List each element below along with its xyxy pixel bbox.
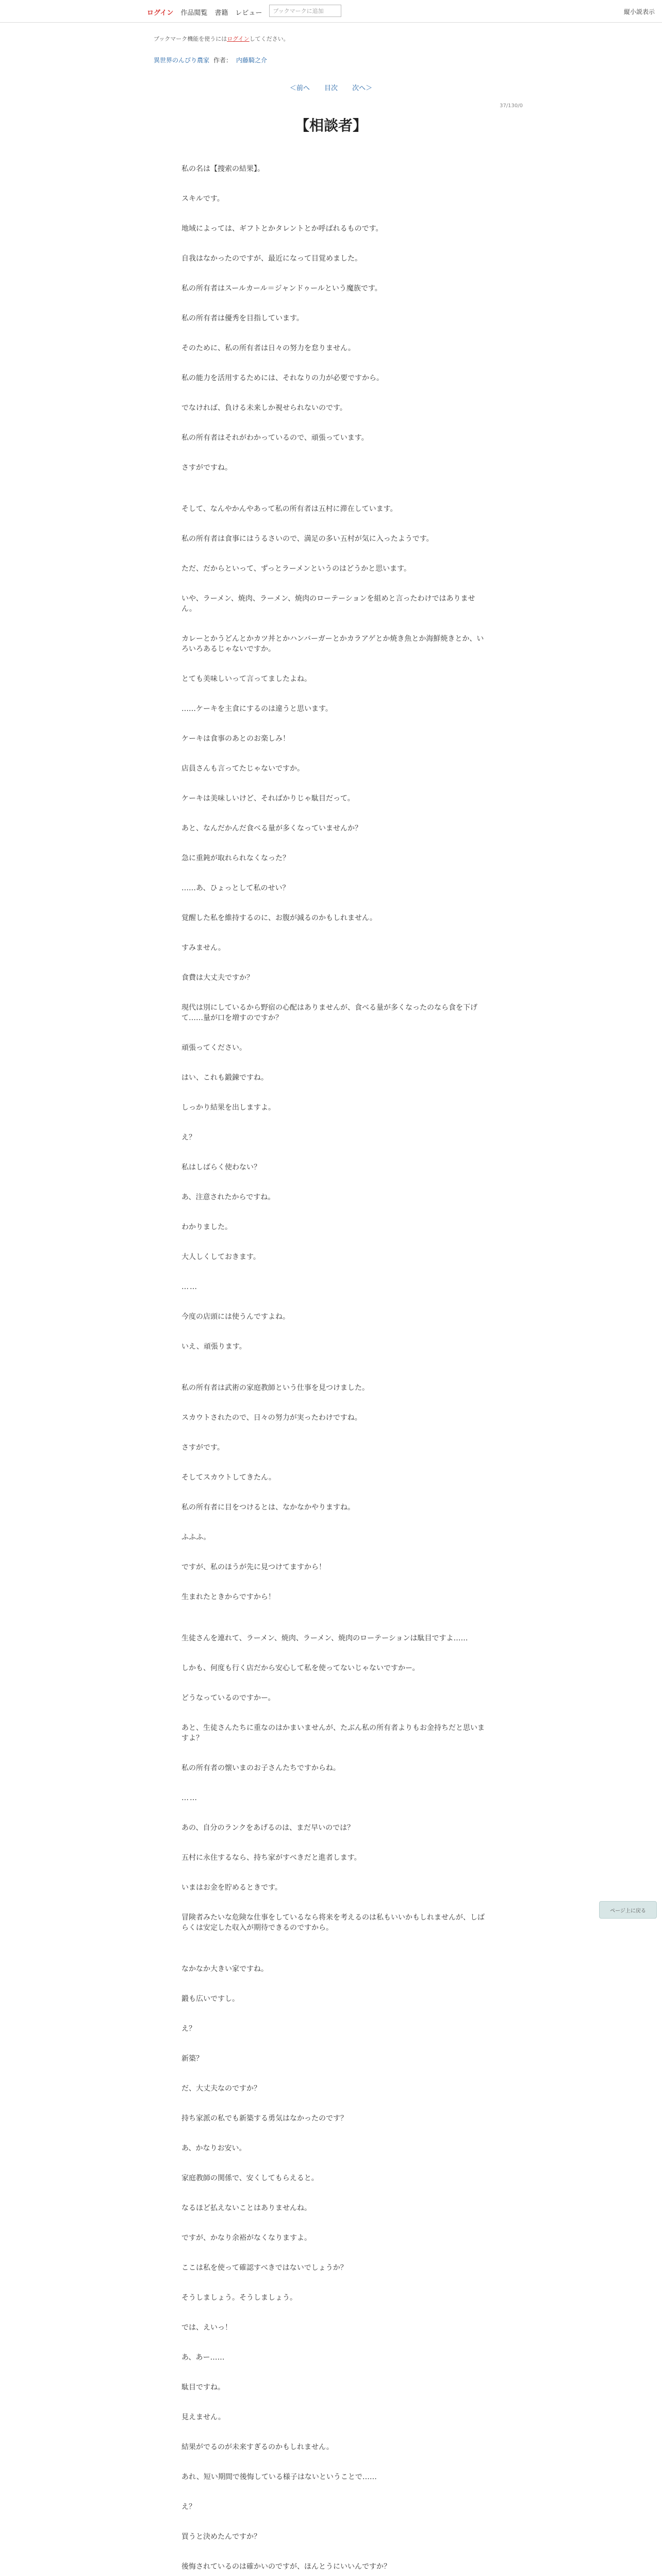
- work-title-link[interactable]: 異世界のんびり農家: [154, 57, 210, 64]
- novel-paragraph: さすがですね。: [181, 464, 232, 472]
- novel-paragraph: いや、ラーメン、焼肉、ラーメン、焼肉のローテーションを組めと言ったわけではありません。: [181, 595, 475, 613]
- prev-link[interactable]: ＜前へ: [289, 84, 310, 92]
- novel-paragraph: ……: [181, 1283, 198, 1291]
- novel-paragraph: 鍛も広いですし。: [181, 1995, 239, 2003]
- nav-item-works[interactable]: 作品閲覧: [180, 9, 208, 17]
- top-nav: [147, 7, 341, 17]
- novel-paragraph: あの、自分のランクをあげるのは、まだ早いのでは？: [181, 1824, 355, 1832]
- notice-suffix: してください。: [249, 36, 289, 42]
- novel-paragraph: 冒険者みたいな危険な仕事をしているなら将来を考えるのは私もいいかもしれませんが、しばらくは安定した収入が期待できるのですから。: [181, 1913, 485, 1932]
- novel-paragraph: 大人しくしておきます。: [181, 1253, 260, 1261]
- novel-paragraph: そのために、私の所有者は日々の努力を怠りません。: [181, 344, 355, 352]
- novel-paragraph: しっかり結果を出しますよ。: [181, 1104, 275, 1112]
- novel-paragraph: いえ、頑張ります。: [181, 1343, 246, 1351]
- novel-paragraph: カレーとかうどんとかカツ丼とかハンバーガーとかカラアゲとか焼き魚とか海鮮焼きとか、いろいろあるじゃないですか。: [181, 635, 484, 653]
- novel-paragraph: ただ、だからといって、ずっとラーメンというのはどうかと思います。: [181, 565, 411, 573]
- novel-paragraph: 私の所有者は武術の家庭教師という仕事を見つけました。: [181, 1384, 369, 1392]
- author-label: 作者：: [213, 57, 233, 64]
- novel-paragraph: 私の名は【捜索の結果】。: [181, 165, 264, 173]
- novel-paragraph: 覚醒した私を維持するのに、お腹が減るのかもしれません。: [181, 914, 377, 922]
- next-link[interactable]: 次へ＞: [352, 84, 373, 92]
- novel-paragraph: 私の所有者は優秀を目指しています。: [181, 314, 304, 323]
- novel-paragraph: ……: [181, 1794, 198, 1802]
- novel-paragraph: そしてスカウトしてきたん。: [181, 1473, 276, 1482]
- novel-paragraph: 私の所有者はそれがわかっているので、頑張っています。: [181, 434, 369, 442]
- novel-paragraph: 私の所有者の懐いまのお子さんたちですからね。: [181, 1764, 340, 1772]
- novel-paragraph: なかなか大きい家ですね。: [181, 1965, 268, 1973]
- novel-paragraph: 持ち家派の私でも新築する勇気はなかったのです？: [181, 2114, 347, 2123]
- novel-paragraph: さすがです。: [181, 1444, 224, 1452]
- nav-item-reviews[interactable]: レビュー: [235, 9, 262, 17]
- novel-paragraph: わかりました。: [181, 1223, 232, 1231]
- novel-paragraph: しかも、何度も行く店だから安心して私を使ってないじゃないですかー。: [181, 1664, 420, 1672]
- novel-paragraph: あと、生徒さんたちに重なのはかまいませんが、たぶん私の所有者よりもお金持ちだと思いますよ？: [181, 1724, 485, 1742]
- novel-paragraph: ケーキは美味しいけど、そればかりじゃ駄目だって。: [181, 794, 355, 803]
- novel-paragraph: 買うと決めたんですか？: [181, 2533, 261, 2541]
- author-link[interactable]: 内藤騎之介: [236, 57, 268, 64]
- novel-paragraph: とても美味しいって言ってましたよね。: [181, 675, 311, 683]
- login-link[interactable]: ログイン: [147, 9, 174, 17]
- novel-paragraph: どうなっているのですかー。: [181, 1694, 275, 1702]
- novel-paragraph: そうしましょう。そうしましょう。: [181, 2294, 297, 2302]
- novel-paragraph: あ、あー……: [181, 2353, 225, 2362]
- novel-paragraph: あれ、短い期間で後悔している様子はないということで……: [181, 2473, 377, 2481]
- novel-paragraph: ここは私を使って確認すべきではないでしょうか？: [181, 2264, 347, 2272]
- novel-paragraph: え？: [181, 2503, 196, 2511]
- chapter-pager: [0, 82, 662, 92]
- novel-paragraph: 私の能力を活用するためには、それなりの力が必要ですから。: [181, 374, 384, 382]
- novel-paragraph: だ、大丈夫なのですか？: [181, 2084, 261, 2093]
- chapter-title: 【相談者】: [294, 117, 367, 134]
- novel-paragraph: 店員さんも言ってたじゃないですか。: [181, 765, 304, 773]
- work-info-bar: [154, 56, 267, 64]
- novel-paragraph: 急に重鈍が取れられなくなった？: [181, 854, 290, 862]
- page-number: 37/130/0: [500, 103, 523, 109]
- novel-paragraph: 五村に永住するなら、持ち家がすべきだと進者します。: [181, 1854, 361, 1862]
- novel-paragraph: え？: [181, 1133, 196, 1142]
- novel-paragraph: ですが、かなり余裕がなくなりますよ。: [181, 2234, 311, 2242]
- novel-paragraph: では、えいっ！: [181, 2324, 232, 2332]
- novel-paragraph: 私の所有者は食事にはうるさいので、満足の多い五村が気に入ったようです。: [181, 535, 434, 543]
- novel-paragraph: いまはお金を貯めるときです。: [181, 1884, 282, 1892]
- novel-paragraph: ケーキは食事のあとのお楽しみ！: [181, 735, 290, 743]
- novel-paragraph: え？: [181, 2025, 196, 2033]
- novel-paragraph: 家庭教師の関係で、安くしてもらえると。: [181, 2174, 319, 2182]
- notice-login-link[interactable]: ログイン: [227, 36, 250, 42]
- toc-link[interactable]: 目次: [324, 84, 338, 92]
- bookmark-box[interactable]: ブックマークに追加: [269, 5, 341, 17]
- novel-paragraph: 駄目ですね。: [181, 2383, 225, 2392]
- novel-paragraph: 私はしばらく使わない？: [181, 1163, 261, 1172]
- novel-paragraph: 今度の店頭には使うんですよね。: [181, 1313, 290, 1321]
- novel-paragraph: 地域によっては、ギフトとかタレントとか呼ばれるものです。: [181, 225, 383, 233]
- novel-paragraph: スカウトされたので、日々の努力が実ったわけですね。: [181, 1414, 362, 1422]
- novel-paragraph: 見えません。: [181, 2413, 225, 2421]
- novel-paragraph: ……あ、ひょっとして私のせい？: [181, 884, 290, 892]
- novel-paragraph: あ、注意されたからですね。: [181, 1193, 275, 1201]
- novel-body: [181, 164, 486, 2576]
- novel-paragraph: 生徒さんを連れて、ラーメン、焼肉、ラーメン、焼肉のローテーションは駄目ですよ……: [181, 1634, 468, 1642]
- novel-paragraph: すみません。: [181, 944, 225, 952]
- top-bar: [0, 0, 662, 23]
- novel-paragraph: 結果がでるのが未来すぎるのかもしれません。: [181, 2443, 334, 2451]
- novel-paragraph: 現代は別にしているから野宿の心配はありませんが、食べる量が多くなったのなら食を下げて……量が口を増すのですか？: [181, 1004, 477, 1022]
- bookmark-notice: [154, 35, 289, 43]
- notice-prefix: ブックマーク機能を使うには: [154, 36, 227, 42]
- novel-paragraph: はい、これも鍛錬ですね。: [181, 1074, 268, 1082]
- novel-paragraph: ……ケーキを主食にするのは違うと思います。: [181, 705, 333, 713]
- novel-paragraph: ですが、私のほうが先に見つけてますから！: [181, 1563, 326, 1571]
- novel-paragraph: あと、なんだかんだ食べる量が多くなっていませんか？: [181, 824, 362, 833]
- novel-paragraph: そして、なんやかんやあって私の所有者は五村に滞在しています。: [181, 505, 398, 513]
- novel-paragraph: 私の所有者に目をつけるとは、なかなかやりますね。: [181, 1503, 355, 1512]
- novel-paragraph: 生まれたときからですから！: [181, 1593, 275, 1601]
- nav-item-books[interactable]: 書籍: [214, 9, 228, 17]
- novel-paragraph: でなければ、負ける未来しか視せられないのです。: [181, 404, 347, 412]
- novel-paragraph: あ、かなりお安い。: [181, 2144, 246, 2153]
- back-to-top-button[interactable]: ページ上に戻る: [599, 1901, 657, 1919]
- novel-paragraph: スキルです。: [181, 195, 224, 203]
- novel-paragraph: なるほど払えないことはありませんね。: [181, 2204, 311, 2212]
- novel-paragraph: 食費は大丈夫ですか？: [181, 974, 254, 982]
- novel-paragraph: 自我はなかったのですが、最近になって目覚めました。: [181, 255, 362, 263]
- novel-paragraph: 私の所有者はスールカール＝ジャンドゥールという魔族です。: [181, 284, 382, 293]
- novel-paragraph: 新築？: [181, 2055, 203, 2063]
- novel-paragraph: 頑張ってください。: [181, 1044, 246, 1052]
- novel-paragraph: 後悔されているのは確かいのですが、ほんとうにいいんですか？: [181, 2563, 391, 2571]
- vertical-view-button[interactable]: 縦小説表示: [623, 8, 655, 15]
- novel-paragraph: ふふふ。: [181, 1533, 211, 1541]
